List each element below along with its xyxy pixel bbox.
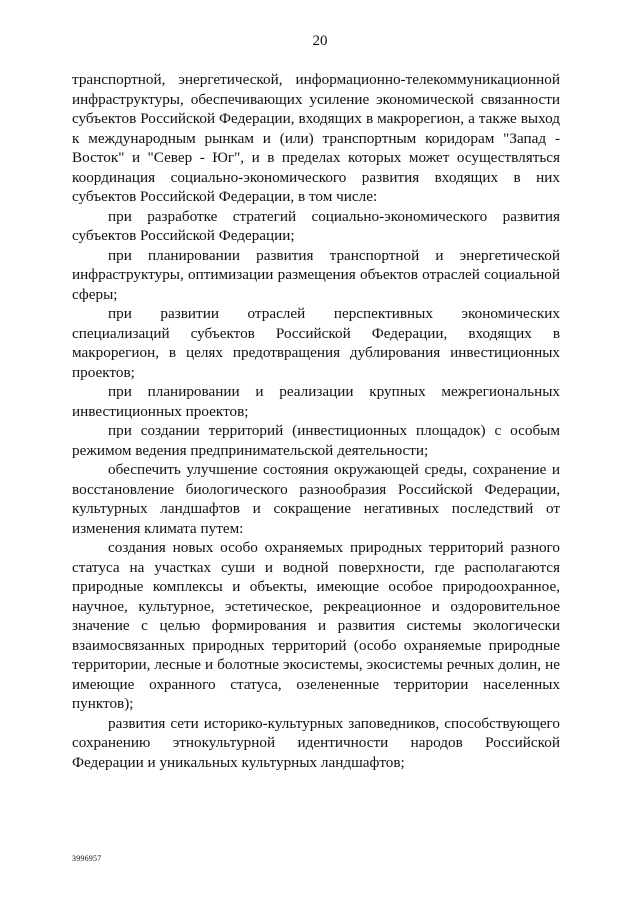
paragraph-item: при планировании развития транспортной и энергетической инфраструктуры, оптимизации размещения объектов отраслей социальной сферы; [72, 246, 560, 303]
page-number: 20 [312, 33, 328, 49]
paragraph-item: при развитии отраслей перспективных экономических специализаций субъектов Российской Федерации, входящих в макрорегион, в целях предотвращения дублирования инвестиционных проектов; [72, 305, 560, 381]
document-code: 3996957 [72, 854, 102, 863]
paragraph-item: при создании территорий (инвестиционных площадок) с особым режимом ведения предпринимательской деятельности; [72, 422, 560, 459]
document-body [72, 70, 560, 772]
paragraph-item: развития сети историко-культурных заповедников, способствующего сохранению этнокультурной идентичности народов Российской Федерации и уникальных культурных ландшафтов; [72, 714, 560, 771]
paragraph-item: обеспечить улучшение состояния окружающей среды, сохранение и восстановление биологического разнообразия Российской Федерации, культурных ландшафтов и сокращение негативных последствий от изменения климата путем: [72, 461, 560, 537]
paragraph-item: при разработке стратегий социально-экономического развития субъектов Российской Федерации; [72, 207, 560, 244]
paragraph-item: создания новых особо охраняемых природных территорий разного статуса на участках суши и водной поверхности, где располагаются природные комплексы и объекты, имеющие особое природоохранное, научное, культурное, эстетическое, рекреационное и оздоровительное значение с целью формирования и развития системы экологически взаимосвязанных природных территорий (особо охраняемые природные территории, лесные и болотные экосистемы, экосистемы речных долин, не имеющие охранного статуса, озелененные территории населенных пунктов); [72, 539, 560, 712]
paragraph-continuation: транспортной, энергетической, информационно-телекоммуникационной инфраструктуры, обеспечивающих усиление экономической связанности субъектов Российской Федерации, входящих в макрорегион, а также выход к международным рынкам и (или) транспортным коридорам "Запад - Восток" и "Север - Юг", и в пределах которых может осуществляться координация социально-экономического развития входящих в них субъектов Российской Федерации, в том числе: [72, 71, 560, 205]
paragraph-item: при планировании и реализации крупных межрегиональных инвестиционных проектов; [72, 383, 560, 420]
